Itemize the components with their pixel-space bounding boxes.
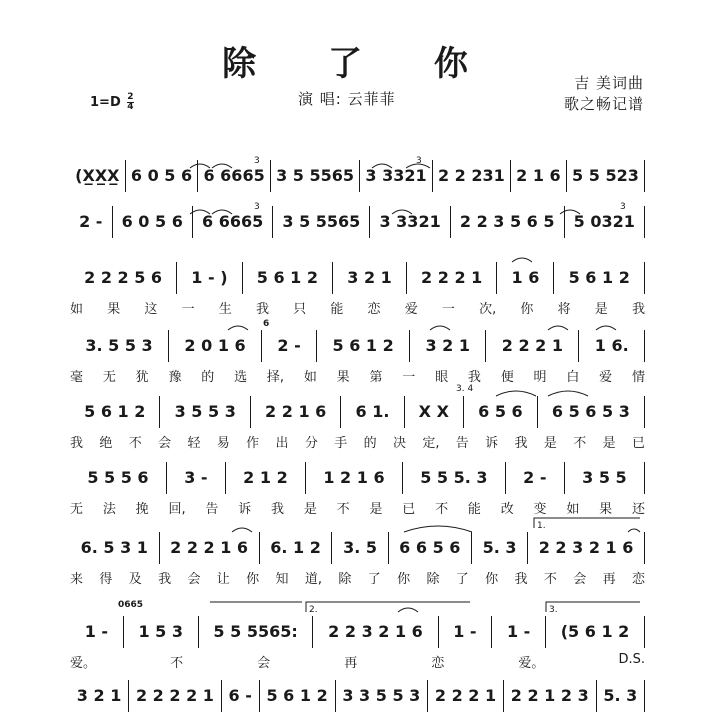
measure: 6 0 5 6 bbox=[113, 206, 193, 238]
measure: 6 6665 bbox=[198, 160, 271, 192]
measure: 5 6 1 2 bbox=[260, 680, 336, 712]
measure: 3 3321 bbox=[360, 160, 433, 192]
measure: 1 - ) bbox=[177, 262, 242, 294]
measure: 1 - bbox=[70, 616, 124, 648]
measure: 2 2 3 5 6 5 bbox=[451, 206, 565, 238]
lyric-syllable: 道, bbox=[304, 572, 323, 587]
lyric-syllable: 一 bbox=[441, 302, 455, 317]
lyric-syllable: 还 bbox=[631, 502, 645, 517]
lyric-syllable: 爱 bbox=[404, 302, 418, 317]
time-numerator: 2 bbox=[127, 92, 134, 102]
measure: 3 5 5565 bbox=[271, 160, 360, 192]
lyric-syllable: 回, bbox=[168, 502, 186, 517]
singer-credit: 演 唱: 云菲菲 bbox=[298, 90, 396, 108]
measure: 2 2 2 2 1 bbox=[129, 680, 222, 712]
measure: 5 6 1 2 bbox=[554, 262, 644, 294]
measure: 1 5 3 bbox=[124, 616, 199, 648]
lyric-syllable: 是 bbox=[303, 502, 317, 517]
measure: 6 5 6 5 3 bbox=[538, 396, 645, 428]
lyric-syllable: 恋 bbox=[631, 572, 645, 587]
grace-note: 6 bbox=[263, 319, 270, 329]
lyric-syllable: 第 bbox=[369, 370, 383, 385]
measure: 3. 5 5 3 bbox=[70, 330, 169, 362]
lyric-syllable: 会 bbox=[257, 656, 271, 671]
lyric-syllable: 的 bbox=[201, 370, 215, 385]
measure: 2 2 2 1 6 bbox=[160, 532, 260, 564]
measure: 6 0 5 6 bbox=[126, 160, 199, 192]
measure: 5 5 523 bbox=[567, 160, 645, 192]
lyric-syllable: 变 bbox=[533, 502, 547, 517]
lyric-syllable: 轻 bbox=[187, 436, 201, 451]
lyric-line bbox=[70, 366, 645, 384]
lyric-syllable: 的 bbox=[363, 436, 377, 451]
lyric-syllable: 只 bbox=[293, 302, 307, 317]
measure: 2 2 1 6 bbox=[251, 396, 341, 428]
measure: 2 2 3 2 1 6 bbox=[313, 616, 438, 648]
lyric-syllable: 如 bbox=[303, 370, 317, 385]
lyric-syllable: 爱。 bbox=[70, 656, 97, 671]
measure: 3 5 5 3 bbox=[160, 396, 250, 428]
measure: 2 2 3 2 1 6 bbox=[528, 532, 645, 564]
ending-3-label: 3. bbox=[549, 605, 558, 615]
lyric-syllable: 法 bbox=[102, 502, 116, 517]
measure: 1 - bbox=[439, 616, 493, 648]
lyric-syllable: 让 bbox=[216, 572, 230, 587]
lyric-syllable: 了 bbox=[455, 572, 469, 587]
measure: 5. 3 bbox=[597, 680, 645, 712]
lyric-syllable: 如 bbox=[566, 502, 580, 517]
lyric-syllable: 出 bbox=[275, 436, 289, 451]
measure: 3 2 1 bbox=[70, 680, 129, 712]
lyric-syllable: 会 bbox=[187, 572, 201, 587]
measure: 5. 3 bbox=[472, 532, 528, 564]
measure: 6. 5 3 1 bbox=[70, 532, 160, 564]
notation-staff bbox=[70, 462, 645, 494]
measure: 6 1. bbox=[341, 396, 404, 428]
notation-staff bbox=[70, 206, 645, 238]
lyric-syllable: 犹 bbox=[135, 370, 149, 385]
measure: 2 - bbox=[70, 206, 113, 238]
lyric-syllable: 诉 bbox=[238, 502, 252, 517]
lyric-syllable: 爱。 bbox=[518, 656, 545, 671]
measure: 5 5 5 6 bbox=[70, 462, 167, 494]
lyric-syllable: 能 bbox=[467, 502, 481, 517]
lyric-syllable: 会 bbox=[573, 572, 587, 587]
lyric-syllable: 易 bbox=[216, 436, 230, 451]
lyric-syllable: 白 bbox=[566, 370, 580, 385]
lyric-syllable: 毫 bbox=[70, 370, 84, 385]
lyric-syllable: 果 bbox=[107, 302, 121, 317]
lyric-syllable: 恋 bbox=[431, 656, 445, 671]
lyric-syllable: 改 bbox=[500, 502, 514, 517]
lyric-syllable: 无 bbox=[102, 370, 116, 385]
triplet-mark: 3 bbox=[416, 156, 422, 166]
lyric-syllable: 恋 bbox=[367, 302, 381, 317]
lyric-syllable: 定, bbox=[422, 436, 440, 451]
measure: 5 6 1 2 bbox=[70, 396, 160, 428]
measure: 3 5 5565 bbox=[273, 206, 370, 238]
lyric-syllable: 生 bbox=[218, 302, 232, 317]
lyric-syllable: 豫 bbox=[168, 370, 182, 385]
measure: 5 6 1 2 bbox=[243, 262, 333, 294]
lyric-syllable: 我 bbox=[514, 436, 528, 451]
lyric-syllable: 选 bbox=[234, 370, 248, 385]
pickup-notes: 0665 bbox=[118, 600, 144, 610]
ending-bracket bbox=[534, 518, 640, 528]
ending-bracket bbox=[306, 602, 470, 612]
notation-staff bbox=[70, 616, 645, 648]
lyric-syllable: 你 bbox=[246, 572, 260, 587]
lyric-syllable: 不 bbox=[435, 502, 449, 517]
time-denominator: 4 bbox=[127, 102, 134, 112]
lyric-syllable: 这 bbox=[144, 302, 158, 317]
lyric-syllable: 绝 bbox=[99, 436, 113, 451]
lyric-syllable: 是 bbox=[369, 502, 383, 517]
lyric-syllable: 能 bbox=[330, 302, 344, 317]
measure: X X bbox=[405, 396, 464, 428]
measure: 6. 1 2 bbox=[260, 532, 333, 564]
notation-staff bbox=[70, 262, 645, 294]
notation-staff bbox=[70, 680, 645, 712]
measure: 5 6 1 2 bbox=[317, 330, 410, 362]
lyric-syllable: 次, bbox=[479, 302, 497, 317]
lyric-syllable: 是 bbox=[594, 302, 608, 317]
measure: 2 0 1 6 bbox=[169, 330, 262, 362]
lyric-syllable: 我 bbox=[631, 302, 645, 317]
lyric-syllable: 手 bbox=[334, 436, 348, 451]
lyric-syllable: 眼 bbox=[435, 370, 449, 385]
triplet-mark: 3 bbox=[254, 156, 260, 166]
measure: 2 1 6 bbox=[511, 160, 567, 192]
measure: 3 3321 bbox=[370, 206, 450, 238]
measure: 2 1 2 bbox=[226, 462, 306, 494]
lyric-line bbox=[70, 498, 645, 516]
lyric-syllable: 你 bbox=[485, 572, 499, 587]
lyric-syllable: 情 bbox=[631, 370, 645, 385]
lyric-syllable: 便 bbox=[500, 370, 514, 385]
lyric-syllable: 会 bbox=[158, 436, 172, 451]
lyric-syllable: 我 bbox=[514, 572, 528, 587]
lyric-syllable: 无 bbox=[70, 502, 84, 517]
lyric-syllable: 诉 bbox=[485, 436, 499, 451]
measure: 2 2 2 1 bbox=[407, 262, 497, 294]
measure: 3 5 5 bbox=[565, 462, 645, 494]
triplet-mark: 3 bbox=[254, 202, 260, 212]
lyric-syllable: 如 bbox=[70, 302, 84, 317]
notation-staff bbox=[70, 330, 645, 362]
lyric-syllable: 除 bbox=[338, 572, 352, 587]
key-signature bbox=[90, 93, 134, 112]
measure: 1 6. bbox=[579, 330, 645, 362]
lyric-syllable: 爱 bbox=[599, 370, 613, 385]
lyric-syllable: 得 bbox=[99, 572, 113, 587]
lyric-syllable: 不 bbox=[128, 436, 142, 451]
lyric-syllable: 择, bbox=[266, 370, 285, 385]
measure: 6 5 6 bbox=[464, 396, 538, 428]
ending-1-label: 1. bbox=[537, 521, 546, 531]
lyric-syllable: 我 bbox=[271, 502, 285, 517]
measure: 6 6665 bbox=[193, 206, 273, 238]
lyric-syllable: 挽 bbox=[135, 502, 149, 517]
lyric-syllable: 是 bbox=[602, 436, 616, 451]
measure: 2 2 2 1 bbox=[486, 330, 579, 362]
lyric-syllable: 告 bbox=[455, 436, 469, 451]
lyric-syllable: 告 bbox=[205, 502, 219, 517]
lyric-syllable: 分 bbox=[304, 436, 318, 451]
transcriber-credit: 歌之畅记谱 bbox=[563, 95, 644, 113]
measure: (5 6 1 2 bbox=[546, 616, 645, 648]
lyric-line bbox=[70, 432, 645, 450]
triplet-mark: 3 bbox=[620, 202, 626, 212]
lyric-syllable: 果 bbox=[599, 502, 613, 517]
segno-label: 3. 4 bbox=[456, 384, 474, 394]
measure: 6 6 5 6 bbox=[389, 532, 472, 564]
lyric-syllable: 已 bbox=[402, 502, 416, 517]
measure: 2 - bbox=[262, 330, 317, 362]
lyric-syllable: 不 bbox=[336, 502, 350, 517]
lyric-syllable: 将 bbox=[557, 302, 571, 317]
lyric-syllable: 作 bbox=[246, 436, 260, 451]
measure: 3 2 1 bbox=[333, 262, 407, 294]
lyric-syllable: 一 bbox=[181, 302, 195, 317]
lyric-syllable: 决 bbox=[392, 436, 406, 451]
measure: 1 2 1 6 bbox=[306, 462, 403, 494]
measure: (X̲X̲X̲ bbox=[70, 160, 126, 192]
time-signature bbox=[127, 93, 133, 112]
measure: 2 2 2 5 6 bbox=[70, 262, 177, 294]
measure: 3 - bbox=[167, 462, 226, 494]
measure: 6 - bbox=[222, 680, 260, 712]
lyric-syllable: 明 bbox=[533, 370, 547, 385]
measure: 3. 5 bbox=[332, 532, 388, 564]
measure: 5 5 5565: bbox=[199, 616, 314, 648]
notation-staff bbox=[70, 396, 645, 428]
measure: 5 0321 bbox=[565, 206, 645, 238]
measure: 2 2 231 bbox=[433, 160, 511, 192]
lyric-syllable: 我 bbox=[158, 572, 172, 587]
song-title: 除 了 你 bbox=[222, 44, 498, 84]
measure: 5 5 5. 3 bbox=[403, 462, 506, 494]
key-label: 1=D bbox=[90, 95, 121, 110]
lyric-syllable: 除 bbox=[426, 572, 440, 587]
measure: 1 - bbox=[492, 616, 546, 648]
lyric-syllable: 我 bbox=[255, 302, 269, 317]
lyric-syllable: 已 bbox=[631, 436, 645, 451]
lyric-syllable: 及 bbox=[128, 572, 142, 587]
lyric-syllable: 我 bbox=[467, 370, 481, 385]
notation-staff bbox=[70, 532, 645, 564]
ending-bracket bbox=[546, 602, 640, 612]
lyric-syllable: 不 bbox=[573, 436, 587, 451]
notation-staff bbox=[70, 160, 645, 192]
measure: 3 2 1 bbox=[410, 330, 486, 362]
measure: 1 6 bbox=[497, 262, 554, 294]
measure: 2 2 2 1 bbox=[428, 680, 504, 712]
composer-credit: 吉 美词曲 bbox=[574, 74, 644, 92]
lyric-syllable: 不 bbox=[543, 572, 557, 587]
lyric-syllable: 一 bbox=[402, 370, 416, 385]
lyric-syllable: 不 bbox=[170, 656, 184, 671]
lyric-syllable: 你 bbox=[397, 572, 411, 587]
measure: 2 2 1 2 3 bbox=[504, 680, 597, 712]
ending-2-label: 2. bbox=[309, 605, 318, 615]
tie-mark bbox=[398, 608, 418, 612]
lyric-syllable: 你 bbox=[520, 302, 534, 317]
lyric-line bbox=[70, 652, 645, 670]
lyric-line bbox=[70, 568, 645, 586]
measure: 2 - bbox=[506, 462, 565, 494]
lyric-line bbox=[70, 298, 645, 316]
measure: 3 3 5 5 3 bbox=[336, 680, 429, 712]
lyric-syllable: 果 bbox=[336, 370, 350, 385]
lyric-syllable: 是 bbox=[543, 436, 557, 451]
lyric-syllable: 我 bbox=[70, 436, 84, 451]
lyric-syllable: 来 bbox=[70, 572, 84, 587]
lyric-syllable: D.S. bbox=[618, 652, 645, 667]
lyric-syllable: 再 bbox=[344, 656, 358, 671]
lyric-syllable: 了 bbox=[367, 572, 381, 587]
lyric-syllable: 再 bbox=[602, 572, 616, 587]
lyric-syllable: 知 bbox=[275, 572, 289, 587]
